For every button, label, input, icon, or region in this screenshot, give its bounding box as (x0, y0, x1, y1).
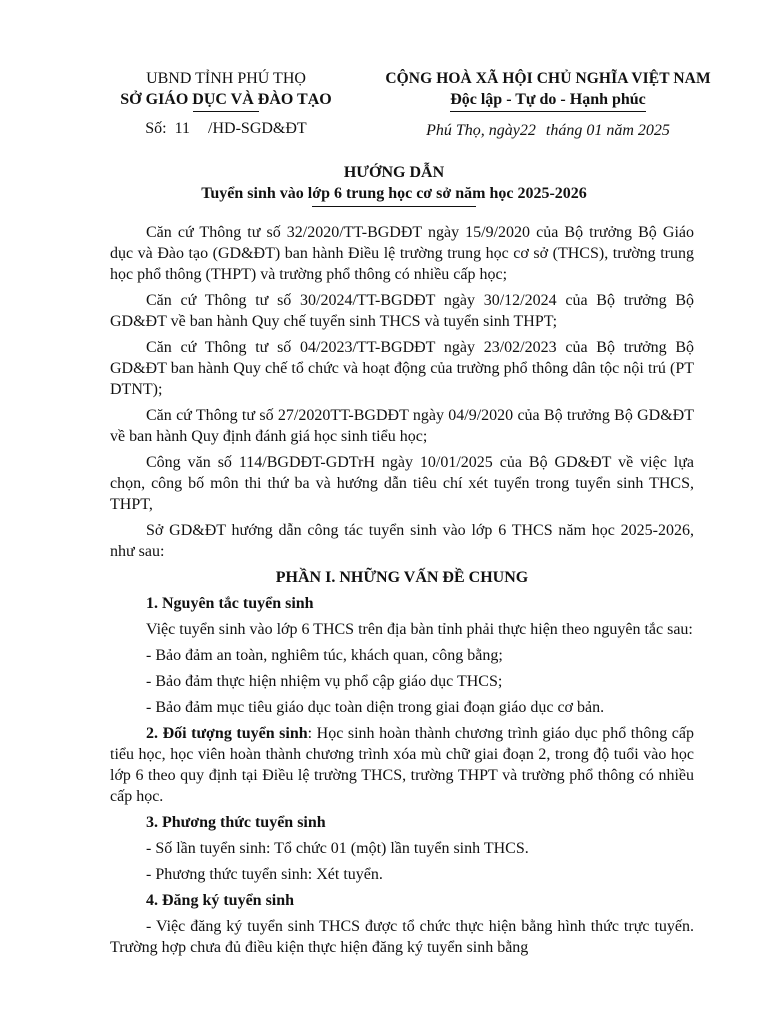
doc-number-label: Số: (145, 120, 167, 137)
section-4-heading: 4. Đăng ký tuyển sinh (146, 892, 295, 909)
date-prefix: Phú Thọ, ngày (426, 122, 520, 139)
section-1-bullet-3: - Bảo đảm mục tiêu giáo dục toàn diện trong giai đoạn giáo dục cơ bản. (146, 699, 605, 716)
national-header-block (362, 68, 734, 141)
intro-paragraph: Sở GD&ĐT hướng dẫn công tác tuyển sinh vào lớp 6 THCS năm học 2025-2026, như sau: (110, 522, 694, 560)
section-2-text: : Học sinh hoàn thành chương trình giáo dục phổ thông cấp tiểu học, học viên hoàn thành chương trình xóa mù chữ giai đoạn 2, trong độ tuổi vào học lớp 6 theo quy định tại Điều lệ trường THCS, trường THPT và trường phổ thông có nhiều cấp học. (110, 725, 694, 805)
section-3-bullet-2: - Phương thức tuyển sinh: Xét tuyển. (146, 866, 383, 883)
section-1-paragraph: Việc tuyển sinh vào lớp 6 THCS trên địa bàn tỉnh phải thực hiện theo nguyên tắc sau: (146, 621, 693, 638)
section-1-heading: 1. Nguyên tắc tuyển sinh (146, 595, 314, 612)
date-rest: tháng 01 năm 2025 (545, 122, 670, 139)
national-motto: Độc lập - Tự do - Hạnh phúc (450, 89, 646, 112)
issuing-authority-block (96, 68, 356, 139)
legal-basis-1: Căn cứ Thông tư số 32/2020/TT-BGDĐT ngày 15/9/2020 của Bộ trưởng Bộ Giáo dục và Đào tạo (GD&ĐT) ban hành Điều lệ trường trung học cơ sở (THCS), trường trung học phổ thông (THPT) và trường phổ thông có nhiều cấp học; (110, 224, 694, 283)
nation-name: CỘNG HOÀ XÃ HỘI CHỦ NGHĨA VIỆT NAM (385, 70, 711, 87)
document-number (96, 118, 356, 139)
section-2-paragraph (110, 723, 694, 807)
date-day: 22 (519, 122, 536, 139)
org-underline (193, 111, 259, 112)
issue-date (362, 120, 734, 141)
legal-basis-4: Căn cứ Thông tư số 27/2020TT-BGDĐT ngày 04/9/2020 của Bộ trưởng Bộ GD&ĐT về ban hành Quy định đánh giá học sinh tiểu học; (110, 407, 694, 445)
section-4-paragraph: - Việc đăng ký tuyển sinh THCS được tổ chức thực hiện bằng hình thức trực tuyến. Trường hợp chưa đủ điều kiện thực hiện đăng ký tuyển sinh bằng (110, 918, 694, 956)
legal-basis-5: Công văn số 114/BGDĐT-GDTrH ngày 10/01/2025 của Bộ GD&ĐT về việc lựa chọn, công bố môn thi thứ ba và hướng dẫn tiêu chí xét tuyển trong tuyển sinh THCS, THPT, (110, 454, 694, 513)
title-line-2: Tuyển sinh vào lớp 6 trung học cơ sở năm học 2025-2026 (201, 185, 587, 202)
legal-basis-3: Căn cứ Thông tư số 04/2023/TT-BGDĐT ngày 23/02/2023 của Bộ trưởng Bộ GD&ĐT ban hành Quy chế tổ chức và hoạt động của trường phổ thông dân tộc nội trú (PT DTNT); (110, 339, 694, 398)
doc-number-suffix: /HD-SGD&ĐT (208, 120, 307, 137)
document-title (96, 162, 692, 207)
section-2-heading: 2. Đối tượng tuyển sinh (146, 725, 308, 742)
section-1-bullet-1: - Bảo đảm an toàn, nghiêm túc, khách quan, công bằng; (146, 647, 503, 664)
title-line-1: HƯỚNG DẪN (343, 164, 445, 181)
part-1-heading: PHẦN I. NHỮNG VẤN ĐỀ CHUNG (275, 569, 529, 586)
section-3-heading: 3. Phương thức tuyển sinh (146, 814, 326, 831)
section-3-bullet-1: - Số lần tuyển sinh: Tổ chức 01 (một) lần tuyển sinh THCS. (146, 840, 529, 857)
title-underline (312, 206, 476, 207)
doc-number-value: 11 (174, 120, 191, 137)
section-1-bullet-2: - Bảo đảm thực hiện nhiệm vụ phổ cập giáo dục THCS; (146, 673, 503, 690)
legal-basis-2: Căn cứ Thông tư số 30/2024/TT-BGDĐT ngày 30/12/2024 của Bộ trưởng Bộ GD&ĐT về ban hành Quy chế tuyển sinh THCS và tuyển sinh THPT; (110, 292, 694, 330)
document-body (110, 222, 694, 963)
org-line-2: SỞ GIÁO DỤC VÀ ĐÀO TẠO (120, 91, 332, 108)
org-line-1: UBND TỈNH PHÚ THỌ (146, 70, 306, 87)
